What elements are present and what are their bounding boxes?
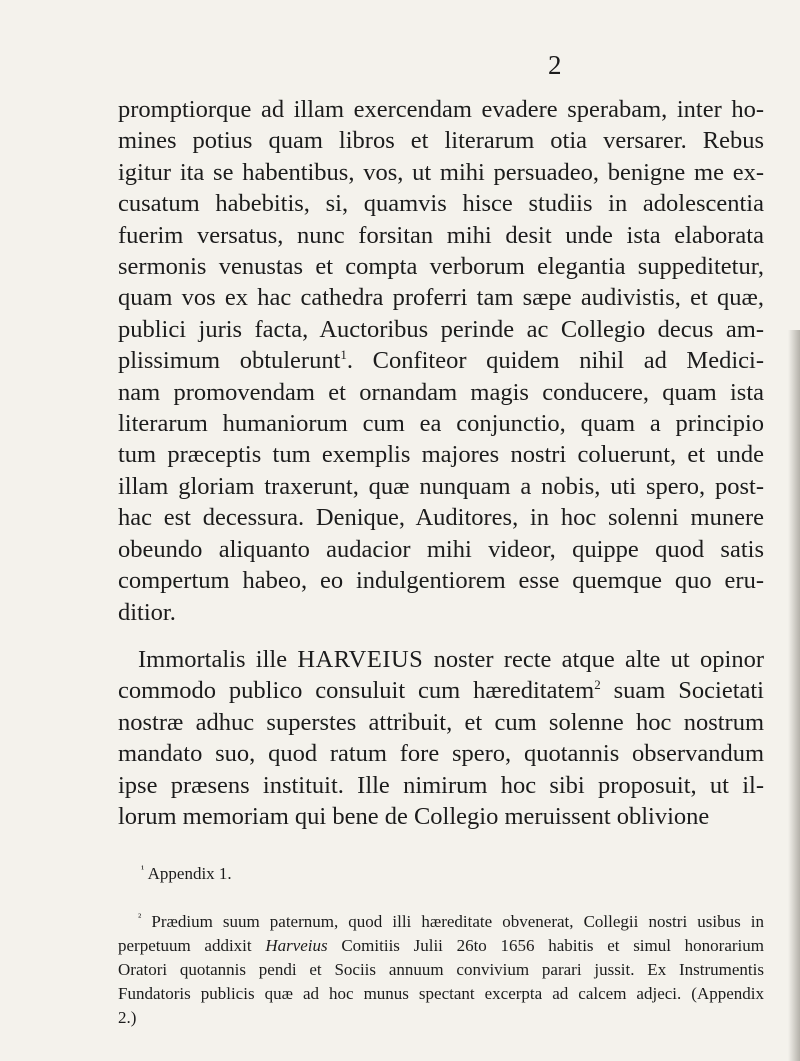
text-segment: . Confiteor quidem nihil ad Medici- — [346, 347, 764, 375]
text-segment: noster recte atque alte ut opinor — [423, 646, 764, 673]
text-line: hac est decessura. Denique, Auditores, in hoc solenni munere — [118, 504, 764, 532]
text-line — [118, 644, 764, 675]
text-segment: Prædium suum paternum, quod illi hæreditate obvenerat, Collegii nostri usibus in — [151, 912, 764, 931]
page-edge-shadow — [788, 330, 800, 1061]
footnote-2 — [118, 910, 764, 1030]
footnote-1 — [118, 862, 787, 886]
text-line — [118, 345, 764, 376]
text-line: ditior. — [118, 598, 176, 626]
text-line: lorum memoriam qui bene de Collegio meruissent oblivione — [118, 803, 710, 831]
footnote-mark: ² — [138, 911, 142, 924]
paragraph-1 — [118, 94, 764, 628]
footnote-line: Fundatoris publicis quæ ad hoc munus spectant excerpta ad calcem adjeci. (Appendix — [118, 984, 764, 1003]
paragraph-2 — [118, 644, 764, 832]
text-line: promptiorque ad illam exercendam evadere sperabam, inter ho- — [118, 96, 764, 123]
text-line: nam promovendam et ornandam magis conducere, quam ista — [118, 378, 764, 406]
text-line: mines potius quam libros et literarum otia versarer. Rebus — [118, 127, 764, 155]
harveius-italic: Harveius — [265, 936, 328, 955]
text-line: publici juris facta, Auctoribus perinde ac Collegio decus am- — [118, 315, 764, 343]
footnote-line — [118, 910, 764, 934]
text-line: nostræ adhuc superstes attribuit, et cum solenne hoc nostrum — [118, 708, 764, 736]
text-line: sermonis venustas et compta verborum elegantia suppeditetur, — [118, 253, 764, 281]
text-line: tum præceptis tum exemplis majores nostri coluerunt, et unde — [118, 441, 764, 469]
footnote-ref-1: 1 — [340, 347, 347, 363]
text-line: fuerim versatus, nunc forsitan mihi desit unde ista elaborata — [118, 221, 764, 249]
text-segment: plissimum obtulerunt — [118, 347, 341, 375]
text-line: quam vos ex hac cathedra proferri tam sæpe audivistis, et quæ, — [118, 284, 764, 312]
footnote-line: 2.) — [118, 1008, 137, 1027]
harveius-name: HARVEIUS — [297, 646, 424, 673]
text-line — [118, 675, 764, 706]
footnote-text: Appendix 1. — [147, 864, 232, 883]
text-line: mandato suo, quod ratum fore spero, quotannis observandum — [118, 740, 764, 768]
text-line: igitur ita se habentibus, vos, ut mihi persuadeo, benigne me ex- — [118, 158, 764, 186]
page-number: 2 — [548, 50, 562, 80]
footnote-line — [118, 934, 764, 958]
footnote-mark: ¹ — [141, 863, 145, 876]
text-line: illam gloriam traxerunt, quæ nunquam a nobis, uti spero, post- — [118, 472, 764, 500]
text-segment: perpetuum addixit — [118, 936, 266, 955]
footnote-ref-2: 2 — [594, 677, 601, 693]
text-segment: Comitiis Julii 26to 1656 habitis et simul honorarium — [327, 936, 764, 955]
text-line: compertum habeo, eo indulgentiorem esse quemque quo eru- — [118, 567, 764, 595]
text-segment: suam Societati — [600, 677, 764, 705]
text-line: ipse præsens instituit. Ille nimirum hoc sibi proposuit, ut il- — [118, 771, 764, 799]
footnote-line: Oratori quotannis pendi et Sociis annuum convivium parari jussit. Ex Instrumentis — [118, 960, 764, 979]
text-segment: Immortalis ille — [138, 646, 298, 673]
text-line: literarum humaniorum cum ea conjunctio, quam a principio — [118, 410, 764, 438]
text-segment: commodo publico consuluit cum hæreditatem — [118, 677, 595, 705]
text-line: cusatum habebitis, si, quamvis hisce studiis in adolescentia — [118, 190, 764, 218]
text-line: obeundo aliquanto audacior mihi videor, quippe quod satis — [118, 535, 764, 563]
